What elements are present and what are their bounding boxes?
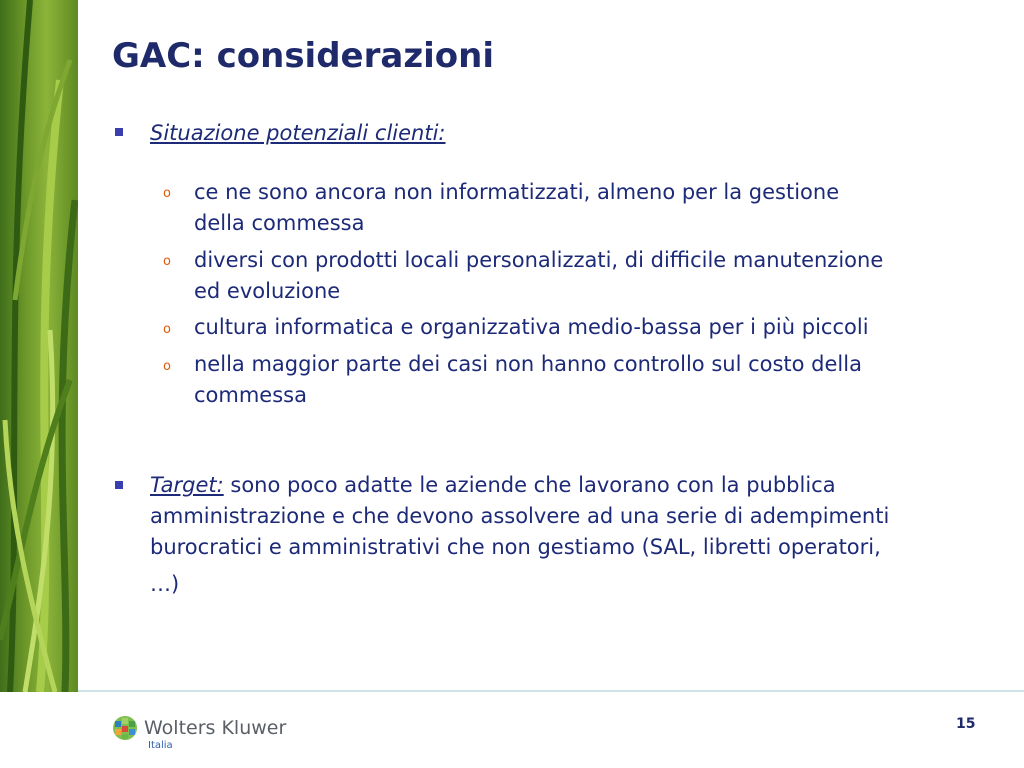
grass-decoration [0, 0, 78, 692]
sub-item-text [194, 245, 883, 307]
sub-item-line: commessa [194, 383, 307, 407]
sub-bullet-marker: o [163, 359, 171, 374]
sub-item-text [194, 349, 862, 411]
logo-subtitle: Italia [148, 740, 173, 751]
bullet-marker [115, 128, 123, 136]
bullet-heading-situazione: Situazione potenziali clienti: [150, 121, 446, 145]
footer-divider [78, 690, 1024, 692]
sub-item-text [194, 177, 839, 239]
target-line: …) [150, 572, 180, 596]
sub-bullet-marker: o [163, 254, 171, 269]
sub-item-line: della commessa [194, 211, 365, 235]
sub-item-line: diversi con prodotti locali personalizzati, di difficile manutenzione [194, 248, 884, 272]
target-label: Target: [150, 473, 224, 497]
wolters-kluwer-globe-icon [112, 715, 138, 741]
logo-name: Wolters Kluwer [144, 717, 287, 739]
page-number: 15 [956, 716, 976, 732]
sub-bullet-marker: o [163, 322, 171, 337]
target-line: amministrazione e che devono assolvere ad una serie di adempimenti [150, 504, 890, 528]
sub-item-line: cultura informatica e organizzativa medio-bassa per i più piccoli [194, 315, 869, 339]
sub-item-line: ce ne sono ancora non informatizzati, almeno per la gestione [194, 180, 840, 204]
bullet-target-text [150, 470, 990, 600]
target-line-text: sono poco adatte le aziende che lavorano con la pubblica [230, 473, 836, 497]
bullet-marker [115, 481, 123, 489]
slide-title: GAC: considerazioni [112, 36, 494, 76]
target-line [150, 470, 990, 501]
sub-item-text [194, 312, 869, 343]
sub-item-line: ed evoluzione [194, 279, 341, 303]
sub-bullet-marker: o [163, 186, 171, 201]
wolters-kluwer-logo [108, 706, 287, 766]
target-line: burocratici e amministrativi che non gestiamo (SAL, libretti operatori, [150, 535, 881, 559]
sub-item-line: nella maggior parte dei casi non hanno controllo sul costo della [194, 352, 862, 376]
